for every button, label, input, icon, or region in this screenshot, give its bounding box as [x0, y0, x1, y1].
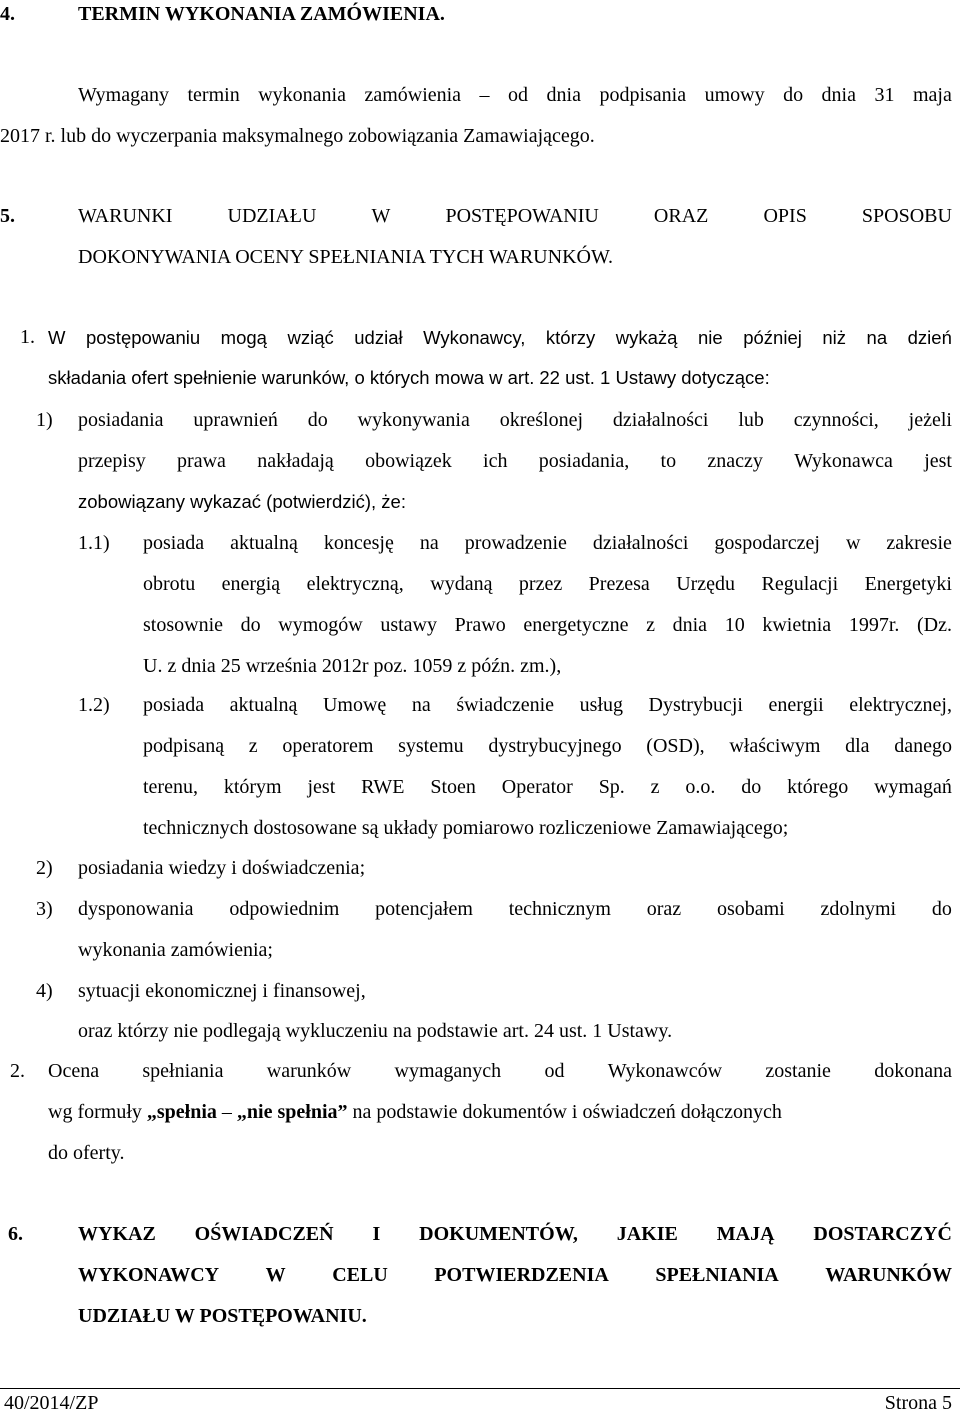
- formula-dash: –: [216, 1101, 237, 1123]
- word: znaczy: [707, 450, 763, 472]
- word: na: [866, 327, 888, 348]
- word: którym: [223, 776, 282, 798]
- word: dla: [845, 735, 870, 757]
- word: MAJĄ: [716, 1223, 775, 1245]
- word: posiadania: [78, 409, 164, 431]
- word: DOSTARCZYĆ: [813, 1223, 952, 1245]
- section-4-number: 4.: [0, 3, 15, 25]
- word: posiadania,: [538, 450, 630, 472]
- word: do: [307, 409, 328, 431]
- word: wydaną: [430, 573, 493, 595]
- word: wykonywania: [357, 409, 470, 431]
- word: WARUNKÓW: [825, 1264, 952, 1286]
- sub-3-line-2: wykonania zamówienia;: [78, 939, 273, 961]
- item-1-line-2-a: składania ofert spełnienie warunków, o których mowa w art.: [48, 367, 535, 388]
- word: WYKAZ: [78, 1223, 156, 1245]
- word: energii: [768, 694, 824, 716]
- word: aktualną: [230, 532, 298, 554]
- word: jest: [924, 450, 952, 472]
- section-4-paragraph-line-2: 2017 r. lub do wyczerpania maksymalnego zobowiązania Zamawiającego.: [0, 125, 595, 147]
- item-1-number: 1.: [20, 326, 35, 348]
- word: posiada: [143, 532, 205, 554]
- word: z: [650, 776, 660, 798]
- word: terenu,: [143, 776, 198, 798]
- sub-1-1-line-2: [143, 573, 952, 596]
- sub-4-text: sytuacji ekonomicznej i finansowej,: [78, 980, 366, 1002]
- sub-1-1-line-4: U. z dnia 25 września 2012r poz. 1059 z późn. zm.),: [143, 655, 562, 677]
- word: jeżeli: [908, 409, 952, 431]
- sub-1-2-line-1: [143, 694, 952, 717]
- word: dokonana: [874, 1060, 952, 1082]
- word: z: [248, 735, 258, 757]
- sub-1-1-line-3: [143, 614, 952, 637]
- word: CELU: [332, 1264, 388, 1286]
- word: stosownie: [143, 614, 223, 636]
- word: dnia: [546, 84, 581, 106]
- word: w: [845, 532, 861, 554]
- word: 10: [724, 614, 745, 636]
- word: od: [508, 84, 529, 106]
- word: Operator: [501, 776, 573, 798]
- word: Stoen: [430, 776, 476, 798]
- word: nie: [698, 327, 723, 348]
- item-1-line-1: [48, 327, 952, 349]
- word: Ocena: [48, 1060, 100, 1082]
- word: od: [544, 1060, 565, 1082]
- word: którego: [787, 776, 849, 798]
- word: energią: [221, 573, 281, 595]
- word: podpisania: [599, 84, 687, 106]
- word: obowiązek: [365, 450, 452, 472]
- word: świadczenie: [456, 694, 555, 716]
- sub-1-1-line-1: [143, 532, 952, 555]
- item-2-line-2: [48, 1101, 782, 1124]
- word: elektryczną,: [306, 573, 404, 595]
- word: udział: [354, 327, 403, 348]
- word: elektrycznej,: [849, 694, 952, 716]
- sub-1-2-number: 1.2): [78, 694, 110, 716]
- word: systemu: [398, 735, 464, 757]
- word: W: [48, 327, 66, 348]
- section-5-number: 5.: [0, 205, 15, 227]
- word: działalności: [592, 532, 689, 554]
- word: zakresie: [886, 532, 952, 554]
- word: aktualną: [229, 694, 298, 716]
- word: potencjałem: [375, 898, 473, 920]
- word: termin: [187, 84, 240, 106]
- section-6-heading-line-1: [78, 1223, 952, 1246]
- word: 1997r.: [848, 614, 900, 636]
- word: Urzędu: [676, 573, 736, 595]
- word: SPEŁNIANIA: [655, 1264, 779, 1286]
- word: wziąć: [287, 327, 334, 348]
- word: SPOSOBU: [861, 205, 952, 227]
- sub-1-line-3: zobowiązany wykazać (potwierdzić), że:: [78, 491, 406, 512]
- word: UDZIAŁU: [227, 205, 317, 227]
- sub-4-number: 4): [36, 980, 53, 1002]
- sub-1-2-line-3: [143, 776, 952, 799]
- section-6-heading-line-2: [78, 1264, 952, 1287]
- sub-3-number: 3): [36, 898, 53, 920]
- sub-1-line-2: [78, 450, 952, 473]
- section-6-number: 6.: [8, 1223, 23, 1245]
- sub-1-1-number: 1.1): [78, 532, 110, 554]
- sub-1-2-line-2: [143, 735, 952, 758]
- word: warunków: [266, 1060, 352, 1082]
- word: gospodarczej: [714, 532, 820, 554]
- word: spełniania: [142, 1060, 224, 1082]
- word: koncesję: [323, 532, 394, 554]
- item-2-line-3: do oferty.: [48, 1142, 125, 1164]
- word: czynności,: [793, 409, 879, 431]
- word: dnia: [672, 614, 708, 636]
- word: przepisy: [78, 450, 146, 472]
- word: W: [371, 205, 391, 227]
- item-2-line-1: [48, 1060, 952, 1083]
- word: Wymagany: [78, 84, 169, 106]
- word: W: [265, 1264, 286, 1286]
- word: to: [660, 450, 677, 472]
- word: posiada: [143, 694, 205, 716]
- section-5-heading-line-2: DOKONYWANIA OCENY SPEŁNIANIA TYCH WARUNKÓW.: [78, 246, 613, 268]
- word: ich: [483, 450, 508, 472]
- sub-1-number: 1): [36, 409, 53, 431]
- item-2-number: 2.: [10, 1060, 25, 1082]
- word: Regulacji: [761, 573, 839, 595]
- word: którzy: [545, 327, 596, 348]
- word: wykażą: [615, 327, 678, 348]
- word: do: [741, 776, 762, 798]
- word: osobami: [716, 898, 785, 920]
- word: do: [240, 614, 261, 636]
- word: lub: [738, 409, 764, 431]
- sub-1-2-line-4: technicznych dostosowane są układy pomiarowo rozliczeniowe Zamawiającego;: [143, 817, 789, 839]
- section-4-paragraph-line-1: [78, 84, 952, 107]
- word: zamówienia: [364, 84, 462, 106]
- word: dysponowania: [78, 898, 194, 920]
- word: POSTĘPOWANIU: [445, 205, 599, 227]
- word: POTWIERDZENIA: [434, 1264, 609, 1286]
- word: energetyczne: [523, 614, 629, 636]
- word: obrotu: [143, 573, 196, 595]
- word: dnia: [821, 84, 856, 106]
- word: uprawnień: [193, 409, 278, 431]
- word: przez: [518, 573, 563, 595]
- word: właściwym: [729, 735, 821, 757]
- word: –: [479, 84, 490, 106]
- word: Umowę: [322, 694, 387, 716]
- word: do: [783, 84, 804, 106]
- word: technicznym: [508, 898, 611, 920]
- word: ustawy: [380, 614, 437, 636]
- word: operatorem: [282, 735, 374, 757]
- word: niż: [822, 327, 847, 348]
- word: zostanie: [765, 1060, 831, 1082]
- word: wykonania: [258, 84, 346, 106]
- word: zdolnymi: [820, 898, 897, 920]
- word: jest: [307, 776, 336, 798]
- word: (Dz.: [917, 614, 952, 636]
- formula-spelnia: „spełnia: [146, 1101, 217, 1123]
- word: nakładają: [257, 450, 334, 472]
- word: Wykonawcy,: [423, 327, 526, 348]
- word: Energetyki: [864, 573, 952, 595]
- word: oraz: [646, 898, 682, 920]
- word: wymaganych: [394, 1060, 502, 1082]
- footer-divider: [0, 1388, 960, 1389]
- word: RWE: [361, 776, 405, 798]
- word: (OSD),: [646, 735, 705, 757]
- word: na: [411, 694, 431, 716]
- word: Wykonawców: [607, 1060, 723, 1082]
- item-1-line-2: [48, 367, 770, 390]
- word: ORAZ: [653, 205, 709, 227]
- word: OPIS: [763, 205, 807, 227]
- footer-page-number: Strona 5: [884, 1392, 952, 1414]
- word: wymogów: [278, 614, 363, 636]
- word: DOKUMENTÓW,: [419, 1223, 578, 1245]
- word: podpisaną: [143, 735, 225, 757]
- word: postępowaniu: [85, 327, 201, 348]
- formula-nie-spelnia: „nie spełnia”: [236, 1101, 348, 1123]
- word: określonej: [499, 409, 584, 431]
- word: Prawo: [454, 614, 506, 636]
- word: WYKONAWCY: [78, 1264, 220, 1286]
- word: działalności: [612, 409, 709, 431]
- section-6-heading-line-3: UDZIAŁU W POSTĘPOWANIU.: [78, 1305, 367, 1327]
- word: dystrybucyjnego: [488, 735, 622, 757]
- word: danego: [894, 735, 952, 757]
- word: wymagań: [874, 776, 952, 798]
- word: odpowiednim: [229, 898, 340, 920]
- word: I: [372, 1223, 381, 1245]
- item-2-line-2-pre: wg formuły: [48, 1101, 147, 1123]
- closing-sentence: oraz którzy nie podlegają wykluczeniu na podstawie art. 24 ust. 1 Ustawy.: [78, 1020, 673, 1042]
- sub-3-line-1: [78, 898, 952, 921]
- word: do: [931, 898, 952, 920]
- word: WARUNKI: [78, 205, 173, 227]
- sub-2-number: 2): [36, 857, 53, 879]
- sub-2-text: posiadania wiedzy i doświadczenia;: [78, 857, 366, 879]
- word: prowadzenie: [464, 532, 567, 554]
- word: Wykonawca: [794, 450, 893, 472]
- word: mogą: [220, 327, 267, 348]
- word: o.o.: [685, 776, 716, 798]
- word: Dystrybucji: [648, 694, 743, 716]
- word: później: [743, 327, 802, 348]
- section-4-heading: TERMIN WYKONANIA ZAMÓWIENIA.: [78, 3, 445, 25]
- word: usług: [579, 694, 623, 716]
- footer-document-number: 40/2014/ZP: [4, 1392, 99, 1414]
- word: JAKIE: [616, 1223, 678, 1245]
- item-2-line-2-post: na podstawie dokumentów i oświadczeń dołączonych: [347, 1101, 782, 1123]
- word: OŚWIADCZEŃ: [194, 1223, 334, 1245]
- word: na: [419, 532, 439, 554]
- word: kwietnia: [762, 614, 832, 636]
- word: umowy: [704, 84, 765, 106]
- word: 31: [874, 84, 895, 106]
- word: maja: [912, 84, 952, 106]
- word: dzień: [907, 327, 952, 348]
- word: z: [646, 614, 655, 636]
- sub-1-line-1: [78, 409, 952, 432]
- word: prawa: [177, 450, 226, 472]
- section-5-heading-line-1: [78, 205, 952, 228]
- item-1-line-2-b: 22 ust. 1 Ustawy dotyczące:: [539, 367, 770, 388]
- word: Sp.: [598, 776, 625, 798]
- word: Prezesa: [588, 573, 650, 595]
